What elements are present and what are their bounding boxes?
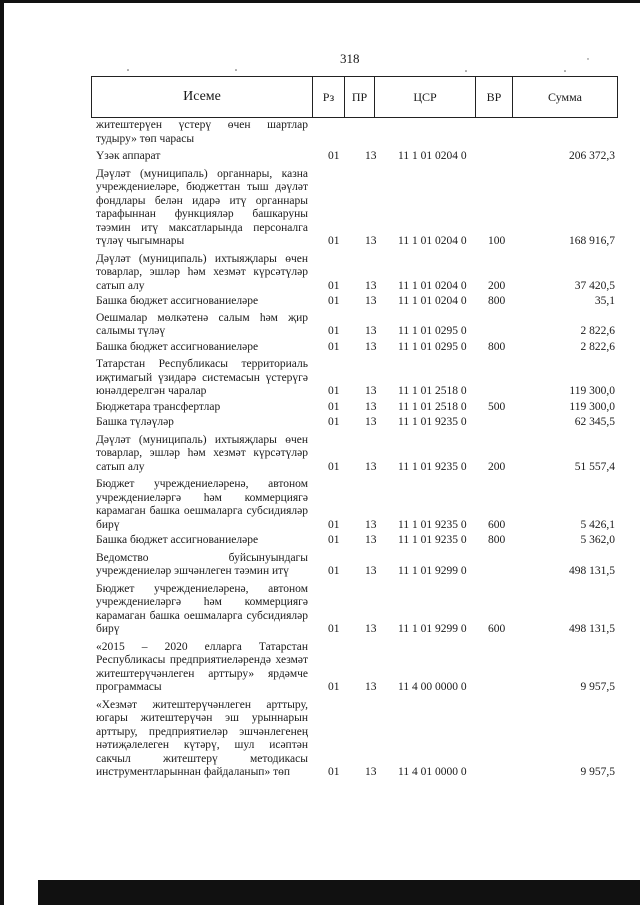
row-vr: 100: [488, 235, 506, 247]
page-number: 318: [340, 51, 360, 66]
row-rz: 01: [328, 295, 340, 307]
row-csr: 11 1 01 0204 0: [398, 150, 467, 162]
header-sum: Сумма: [548, 89, 582, 104]
row-name: Дәүләт (муниципаль) ихтыяҗлары өчен товарлар, эшләр һәм хезмәт күрсәтүләр сатып алу: [96, 252, 308, 292]
row-csr: 11 1 01 0204 0: [398, 235, 467, 247]
row-pr: 13: [365, 400, 377, 413]
row-name: «2015 – 2020 елларга Татарстан Республикасы предприятиеләрендә хезмәт житештерүчәнлеген арттыру» ярдәмче программасы: [96, 640, 308, 693]
row-csr: 11 4 01 0000 0: [398, 766, 467, 778]
row-vr: 600: [488, 518, 506, 531]
header-rz: Рз: [313, 77, 345, 117]
row-csr: 11 1 01 0295 0: [398, 340, 467, 353]
row-name: Дәүләт (муниципаль) ихтыяҗлары өчен товарлар, эшләр һәм хезмәт күрсәтүләр сатып алу: [96, 433, 308, 473]
row-rz: 01: [328, 565, 340, 577]
header-name: Исеме: [92, 77, 313, 117]
table-row: [96, 434, 618, 475]
table-row: [96, 295, 618, 309]
row-name: Ведомство буйсынуындагы учреждениеләр эшчәнлеген тәэмин итү: [96, 551, 308, 577]
row-pr: 13: [365, 235, 377, 247]
row-csr: 11 1 01 9235 0: [398, 416, 467, 428]
row-name: Башка бюджет ассигнованиеләре: [96, 295, 259, 307]
table-row: [96, 478, 618, 532]
row-csr: 11 4 00 0000 0: [398, 681, 467, 693]
row-name: Татарстан Республикасы территориаль иҗтимагый үзидарә системасын үстерүгә юнәлдерелгән чаралар: [96, 358, 308, 397]
row-sum: 37 420,5: [574, 279, 615, 292]
row-vr: 800: [488, 340, 506, 353]
row-rz: 01: [328, 385, 340, 397]
row-rz: 01: [328, 460, 340, 473]
row-pr: 13: [365, 534, 377, 546]
row-sum: 206 372,3: [569, 150, 615, 162]
table-row: [96, 401, 618, 415]
row-sum: 5 362,0: [580, 534, 615, 546]
row-sum: 9 957,5: [580, 681, 615, 693]
row-sum: 5 426,1: [580, 518, 615, 531]
row-rz: 01: [328, 518, 340, 531]
header-csr: ЦСР: [375, 77, 476, 117]
row-vr: 200: [488, 460, 506, 473]
row-rz: 01: [328, 150, 340, 162]
header-vr: ВР: [476, 77, 513, 117]
row-rz: 01: [328, 534, 340, 546]
row-sum: 9 957,5: [580, 766, 615, 778]
table-row: [96, 168, 618, 249]
row-vr: 800: [488, 295, 506, 307]
row-pr: 13: [365, 460, 377, 473]
row-name: «Хезмәт житештерүчәнлеген арттыру, югары житештерүчән эш урыннарын арттыру, предприятиеләр эшчәнлегенең нәтиҗәлелеген күтәрү, шул исәптән сакчыл житештерү методикасы инструментларыннан файдаланып» төп: [96, 698, 308, 778]
table-row: [96, 150, 618, 164]
row-name: Бюджетара трансфертлар: [96, 400, 221, 413]
row-pr: 13: [365, 766, 377, 778]
row-name: Башка бюджет ассигнованиеләре: [96, 534, 259, 546]
row-sum: 119 300,0: [569, 385, 615, 397]
row-rz: 01: [328, 235, 340, 247]
row-pr: 13: [365, 325, 377, 337]
row-csr: 11 1 01 9235 0: [398, 460, 467, 473]
row-rz: 01: [328, 681, 340, 693]
row-name: Үзәк аппарат: [96, 150, 161, 162]
row-name: Оешмалар мөлкәтенә салым һәм җир салымы түләү: [96, 311, 308, 337]
row-vr: 500: [488, 400, 506, 413]
row-csr: 11 1 01 9235 0: [398, 518, 467, 531]
scan-edge-left: [0, 0, 4, 905]
table-row: [96, 253, 618, 294]
table-row: [96, 416, 618, 430]
row-sum: 2 822,6: [580, 340, 615, 353]
scan-edge-top: [0, 0, 640, 3]
row-sum: 119 300,0: [569, 400, 615, 413]
row-sum: 498 131,5: [569, 565, 615, 577]
row-pr: 13: [365, 416, 377, 428]
table-row: [96, 699, 618, 780]
table-header: [91, 76, 618, 118]
row-pr: 13: [365, 565, 377, 577]
table-row: [96, 312, 618, 339]
row-pr: 13: [365, 385, 377, 397]
table-row: [96, 358, 618, 399]
row-rz: 01: [328, 623, 340, 635]
scan-edge-bottom: [38, 880, 640, 905]
row-rz: 01: [328, 766, 340, 778]
row-csr: 11 1 01 2518 0: [398, 385, 467, 397]
row-name: житештерүен үстерү өчен шартлар тудыру» төп чарасы: [96, 119, 308, 145]
row-pr: 13: [365, 340, 377, 353]
row-vr: 200: [488, 279, 506, 292]
row-rz: 01: [328, 400, 340, 413]
budget-table: [96, 119, 618, 780]
row-pr: 13: [365, 518, 377, 531]
row-sum: 168 916,7: [569, 235, 615, 247]
table-row: [96, 583, 618, 637]
row-rz: 01: [328, 340, 340, 353]
row-pr: 13: [365, 295, 377, 307]
table-row: [96, 341, 618, 355]
row-name: Бюджет учреждениеләренә, автоном учреждениеләргә һәм коммерциягә карамаган башка оешмаларга субсидияләр бирү: [96, 478, 308, 531]
row-csr: 11 1 01 9299 0: [398, 565, 467, 577]
table-row: [96, 641, 618, 695]
row-pr: 13: [365, 150, 377, 162]
row-csr: 11 1 01 9235 0: [398, 534, 467, 546]
row-vr: 800: [488, 534, 506, 546]
row-sum: 51 557,4: [574, 460, 615, 473]
row-vr: 600: [488, 623, 506, 635]
row-rz: 01: [328, 416, 340, 428]
row-csr: 11 1 01 9299 0: [398, 623, 467, 635]
row-name: Бюджет учреждениеләренә, автоном учреждениеләргә һәм коммерциягә карамаган башка оешмаларга субсидияләр бирү: [96, 582, 308, 635]
row-pr: 13: [365, 681, 377, 693]
row-pr: 13: [365, 279, 377, 292]
row-csr: 11 1 01 0204 0: [398, 295, 467, 307]
row-csr: 11 1 01 2518 0: [398, 400, 467, 413]
row-pr: 13: [365, 623, 377, 635]
row-name: Дәүләт (муниципаль) органнары, казна учреждениеләре, бюджеттан тыш дәүләт фондлары белән идарә итү органнары тарафыннан функцияләр башкаруны тәэмин итү максатларында персоналга түләү чыгымнары: [96, 167, 308, 247]
row-name: Башка бюджет ассигнованиеләре: [96, 340, 259, 353]
header-pr: ПР: [345, 77, 375, 117]
row-rz: 01: [328, 279, 340, 292]
row-sum: 498 131,5: [569, 623, 615, 635]
table-row: [96, 552, 618, 579]
table-row: [96, 119, 618, 146]
row-sum: 35,1: [594, 295, 615, 307]
table-row: [96, 534, 618, 548]
row-rz: 01: [328, 325, 340, 337]
row-csr: 11 1 01 0204 0: [398, 279, 467, 292]
row-sum: 62 345,5: [574, 416, 615, 428]
row-csr: 11 1 01 0295 0: [398, 325, 467, 337]
row-sum: 2 822,6: [580, 325, 615, 337]
row-name: Башка түләүләр: [96, 416, 174, 428]
